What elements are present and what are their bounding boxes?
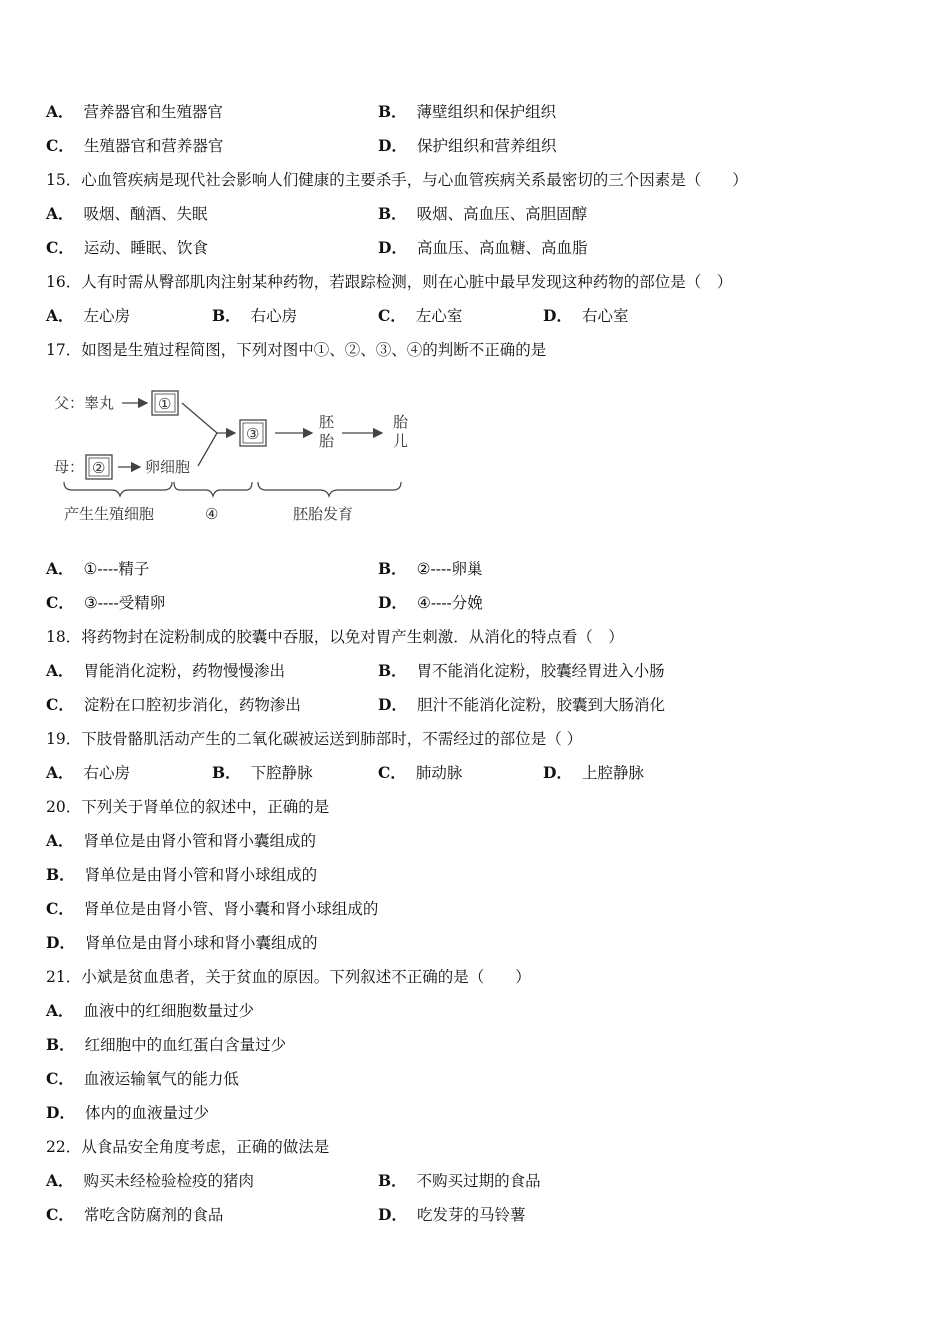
q22-option-c[interactable]: [46, 1203, 223, 1227]
option-label: C．: [46, 1205, 74, 1224]
q19-stem: 19．下肢骨骼肌活动产生的二氧化碳被运送到肺部时，不需经过的部位是（ ）: [46, 730, 583, 748]
option-label: D．: [543, 763, 572, 782]
q20-stem: 20．下列关于肾单位的叙述中，正确的是: [46, 798, 330, 816]
mother-label: 母：: [54, 458, 85, 476]
option-label: B．: [378, 559, 407, 578]
q18-option-c[interactable]: [46, 693, 301, 717]
q14-option-d[interactable]: [378, 134, 556, 158]
option-text: 营养器官和生殖器官: [83, 103, 224, 121]
option-text: 肾单位是由肾小管和肾小球组成的: [84, 866, 318, 884]
converge-line: [198, 433, 217, 466]
option-text: 肾单位是由肾小球和肾小囊组成的: [84, 934, 318, 952]
q14-option-a[interactable]: [46, 100, 223, 124]
option-label: B．: [378, 661, 407, 680]
reproduction-diagram: [50, 382, 420, 532]
option-text: 右心室: [581, 307, 629, 325]
option-label: D．: [543, 306, 572, 325]
option-text: 下腔静脉: [250, 764, 313, 782]
option-label: A．: [46, 204, 74, 223]
q15-option-c[interactable]: [46, 236, 208, 260]
brace-1: [64, 482, 172, 496]
option-text: 右心房: [250, 307, 298, 325]
brace-2: [174, 482, 252, 496]
option-label: B．: [46, 865, 75, 884]
option-label: D．: [378, 695, 407, 714]
q16-option-c[interactable]: [378, 304, 462, 328]
option-text: 淀粉在口腔初步消化，药物渗出: [83, 696, 301, 714]
box-3-label: ③: [246, 425, 260, 443]
option-label: A．: [46, 763, 74, 782]
option-label: D．: [378, 136, 407, 155]
q18-option-a[interactable]: [46, 659, 285, 683]
q19-option-d[interactable]: [543, 761, 644, 785]
option-label: A．: [46, 1171, 74, 1190]
option-label: B．: [378, 204, 407, 223]
option-label: A．: [46, 1001, 74, 1020]
q20-option-d[interactable]: [46, 931, 317, 955]
option-label: C．: [46, 695, 74, 714]
father-label: 父：睾丸: [54, 394, 115, 412]
option-label: C．: [378, 763, 406, 782]
box-1-label: ①: [158, 395, 172, 413]
option-text: 体内的血液量过少: [84, 1104, 209, 1122]
option-label: A．: [46, 661, 74, 680]
option-text: ②----卵巢: [416, 560, 483, 578]
q22-option-d[interactable]: [378, 1203, 525, 1227]
option-text: 高血压、高血糖、高血脂: [416, 239, 588, 257]
option-text: 肺动脉: [415, 764, 463, 782]
q16-stem: 16．人有时需从臀部肌肉注射某种药物，若跟踪检测，则在心脏中最早发现这种药物的部位是（ ）: [46, 273, 733, 291]
option-text: 左心房: [83, 307, 131, 325]
option-label: C．: [46, 136, 74, 155]
egg-label: 卵细胞: [145, 458, 191, 476]
option-text: ③----受精卵: [83, 594, 166, 612]
option-label: A．: [46, 559, 74, 578]
q20-option-c[interactable]: [46, 897, 378, 921]
q17-option-b[interactable]: [378, 557, 482, 581]
q16-option-d[interactable]: [543, 304, 628, 328]
option-text: 胃能消化淀粉，药物慢慢渗出: [83, 662, 286, 680]
option-text: 吸烟、酗酒、失眠: [83, 205, 208, 223]
option-label: D．: [378, 593, 407, 612]
brace-3: [258, 482, 401, 496]
option-text: 运动、睡眠、饮食: [83, 239, 208, 257]
q19-option-c[interactable]: [378, 761, 462, 785]
q21-option-d[interactable]: [46, 1101, 209, 1125]
q17-option-d[interactable]: [378, 591, 483, 615]
option-label: C．: [378, 306, 406, 325]
option-text: 常吃含防腐剂的食品: [83, 1206, 224, 1224]
option-text: 肾单位是由肾小管和肾小囊组成的: [83, 832, 317, 850]
embryo-label: 胚: [319, 413, 335, 431]
option-label: A．: [46, 102, 74, 121]
option-text: 购买未经检验检疫的猪肉: [83, 1172, 255, 1190]
q18-option-b[interactable]: [378, 659, 665, 683]
option-label: B．: [46, 1035, 75, 1054]
option-label: D．: [46, 1103, 75, 1122]
option-text: 上腔静脉: [581, 764, 644, 782]
q22-stem: 22．从食品安全角度考虑，正确的做法是: [46, 1138, 330, 1156]
fetus-label: 胎: [393, 413, 409, 431]
option-label: C．: [46, 1069, 74, 1088]
option-text: ①----精子: [83, 560, 150, 578]
brace-1-label: 产生生殖细胞: [64, 505, 155, 523]
brace-2-label: ④: [205, 505, 219, 523]
option-label: B．: [378, 102, 407, 121]
q14-option-c[interactable]: [46, 134, 223, 158]
q22-option-a[interactable]: [46, 1169, 254, 1193]
q16-option-a[interactable]: [46, 304, 130, 328]
q21-stem: 21．小斌是贫血患者，关于贫血的原因。下列叙述不正确的是（ ）: [46, 968, 531, 986]
option-label: D．: [378, 1205, 407, 1224]
q17-option-c[interactable]: [46, 591, 165, 615]
option-text: 保护组织和营养组织: [416, 137, 557, 155]
q20-option-a[interactable]: [46, 829, 316, 853]
option-text: 红细胞中的血红蛋白含量过少: [84, 1036, 287, 1054]
q15-stem: 15．心血管疾病是现代社会影响人们健康的主要杀手，与心血管疾病关系最密切的三个因素是（ ）: [46, 171, 748, 189]
converge-line: [182, 403, 217, 433]
q21-option-a[interactable]: [46, 999, 254, 1023]
brace-3-label: 胚胎发育: [293, 505, 354, 523]
option-text: 吃发芽的马铃薯: [416, 1206, 526, 1224]
q19-option-a[interactable]: [46, 761, 130, 785]
q21-option-c[interactable]: [46, 1067, 239, 1091]
q17-option-a[interactable]: [46, 557, 149, 581]
q19-option-b[interactable]: [212, 761, 313, 785]
option-label: A．: [46, 306, 74, 325]
q16-option-b[interactable]: [212, 304, 297, 328]
q15-option-a[interactable]: [46, 202, 208, 226]
option-label: C．: [46, 238, 74, 257]
box-2-label: ②: [92, 459, 106, 477]
option-text: 薄壁组织和保护组织: [416, 103, 557, 121]
option-label: A．: [46, 831, 74, 850]
option-label: B．: [212, 763, 241, 782]
option-text: ④----分娩: [416, 594, 483, 612]
q15-option-b[interactable]: [378, 202, 587, 226]
option-label: C．: [46, 593, 74, 612]
option-text: 生殖器官和营养器官: [83, 137, 224, 155]
q18-option-d[interactable]: [378, 693, 665, 717]
q20-option-b[interactable]: [46, 863, 317, 887]
option-text: 胆汁不能消化淀粉，胶囊到大肠消化: [416, 696, 665, 714]
option-text: 吸烟、高血压、高胆固醇: [416, 205, 588, 223]
q21-option-b[interactable]: [46, 1033, 286, 1057]
option-text: 右心房: [83, 764, 131, 782]
option-label: C．: [46, 899, 74, 918]
option-label: B．: [212, 306, 241, 325]
option-label: D．: [46, 933, 75, 952]
q18-stem: 18．将药物封在淀粉制成的胶囊中吞服，以免对胃产生刺激．从消化的特点看（ ）: [46, 628, 624, 646]
option-label: D．: [378, 238, 407, 257]
embryo-label: 胎: [319, 432, 335, 450]
option-text: 血液运输氧气的能力低: [83, 1070, 239, 1088]
fetus-label: 儿: [393, 432, 409, 450]
option-text: 肾单位是由肾小管、肾小囊和肾小球组成的: [83, 900, 379, 918]
option-label: B．: [378, 1171, 407, 1190]
option-text: 不购买过期的食品: [416, 1172, 541, 1190]
q14-option-b[interactable]: [378, 100, 556, 124]
option-text: 胃不能消化淀粉，胶囊经胃进入小肠: [416, 662, 665, 680]
option-text: 血液中的红细胞数量过少: [83, 1002, 255, 1020]
q22-option-b[interactable]: [378, 1169, 541, 1193]
q17-stem: 17．如图是生殖过程简图，下列对图中①、②、③、④的判断不正确的是: [46, 341, 547, 359]
option-text: 左心室: [415, 307, 463, 325]
q15-option-d[interactable]: [378, 236, 587, 260]
